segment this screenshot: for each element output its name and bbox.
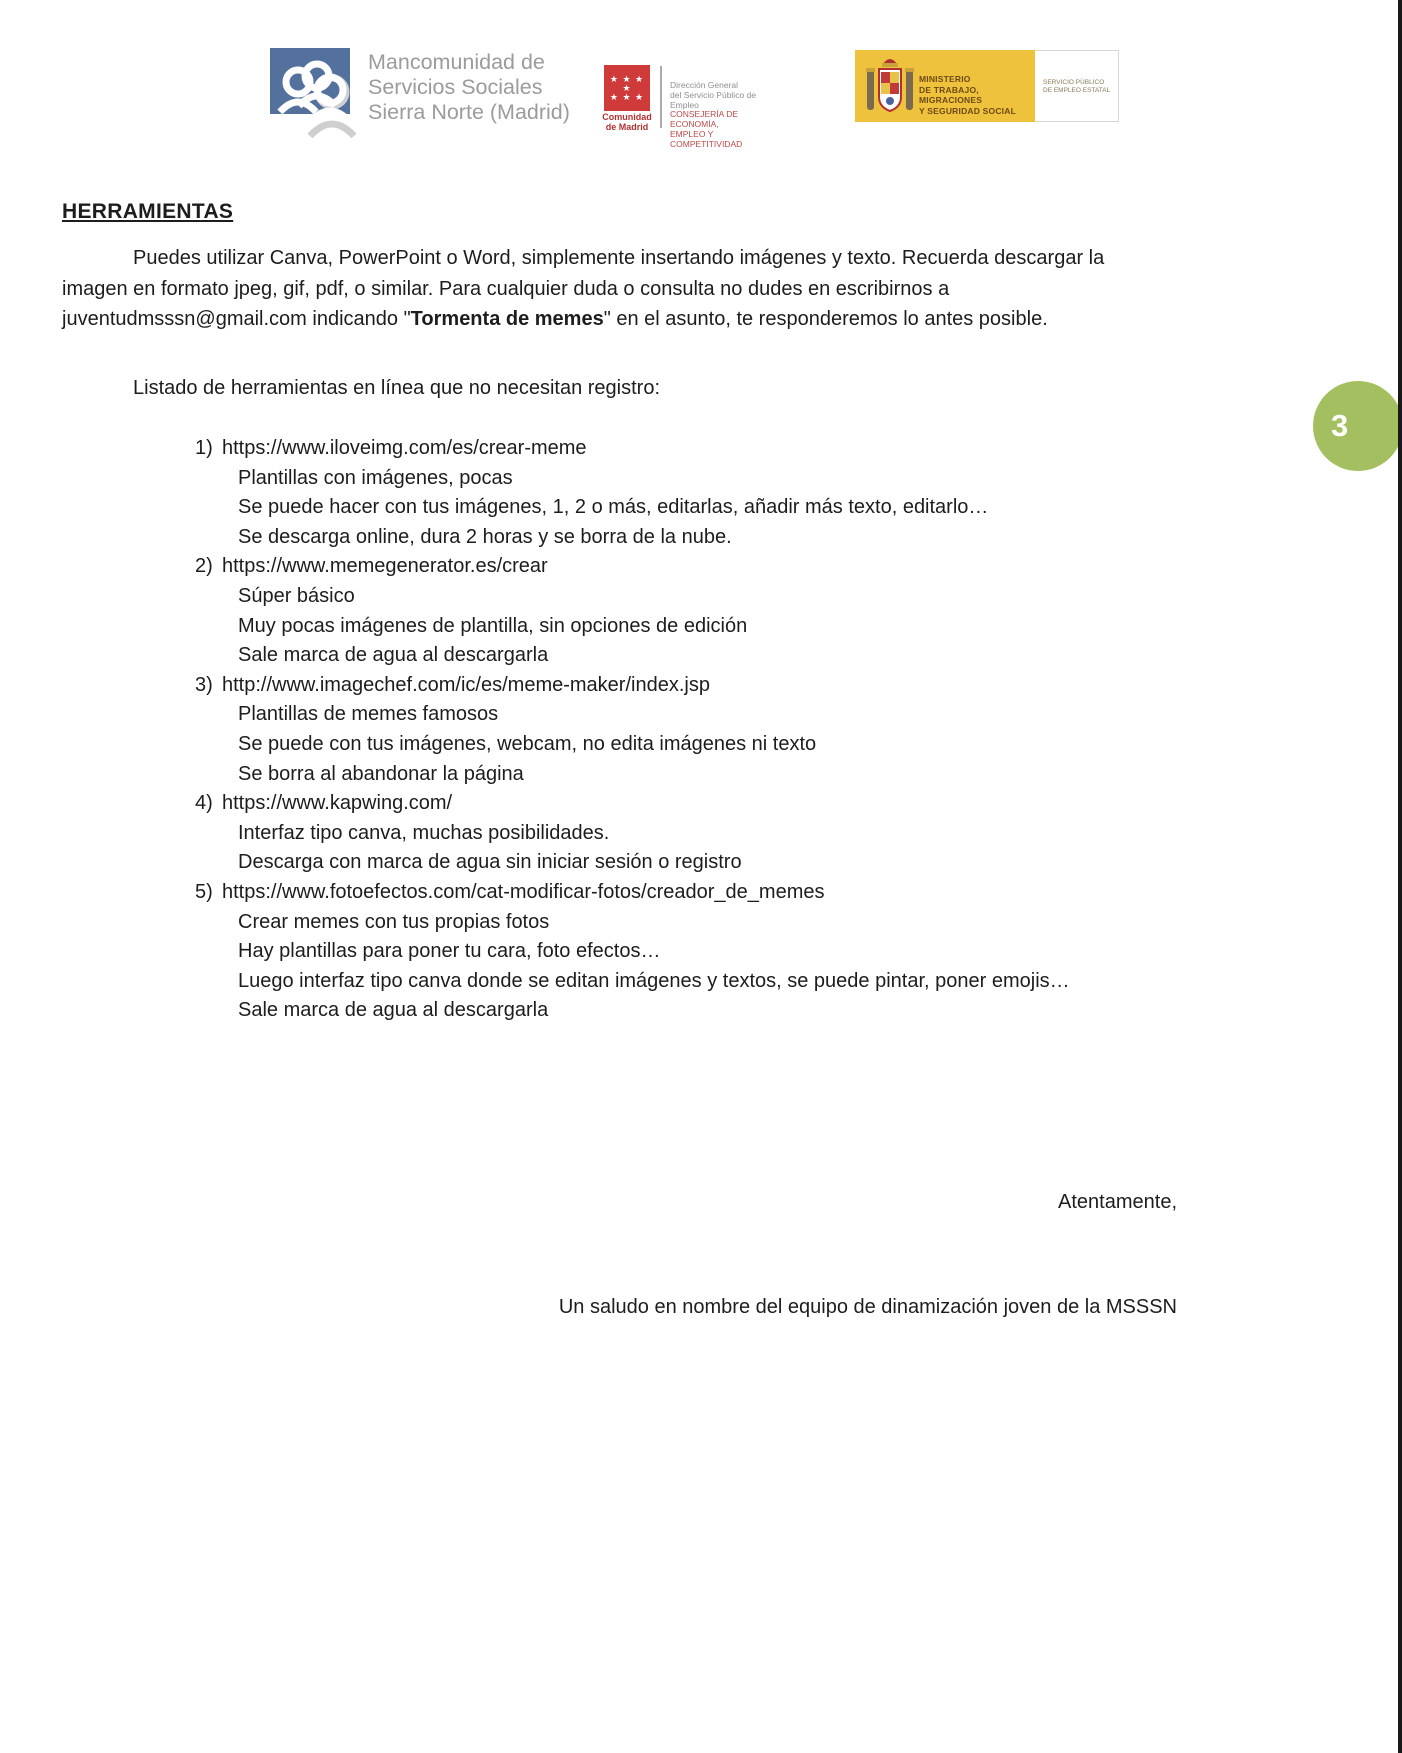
intro-text-part2: " en el asunto, te responderemos lo antes posible.	[603, 308, 1048, 330]
mancomunidad-name-line2: Servicios Sociales	[368, 75, 543, 99]
tool-item	[195, 434, 1195, 464]
madrid-flag-icon	[604, 65, 650, 111]
intro-paragraph	[62, 243, 1170, 335]
page-right-border	[1398, 0, 1402, 1753]
tool-note: Muy pocas imágenes de plantilla, sin opciones de edición	[238, 614, 748, 637]
ministerio-logo	[855, 50, 1119, 122]
page-title: HERRAMIENTAS	[62, 200, 234, 223]
ministerio-line1: MINISTERIO	[919, 74, 971, 84]
tool-number: 4)	[195, 792, 213, 815]
madrid-dept-line4: EMPLEO Y COMPETITIVIDAD	[670, 128, 743, 149]
signature-line: Un saludo en nombre del equipo de dinamización joven de la MSSSN	[558, 1296, 1177, 1318]
tool-note: Descarga con marca de agua sin iniciar sesión o registro	[238, 851, 742, 874]
tool-number: 3)	[195, 673, 213, 696]
tool-note: Sale marca de agua al descargarla	[238, 999, 549, 1022]
tool-note: Se borra al abandonar la página	[238, 762, 524, 785]
page-number: 3	[1331, 408, 1349, 443]
tool-url: https://www.iloveimg.com/es/crear-meme	[222, 437, 587, 459]
mancomunidad-name-line3: Sierra Norte (Madrid)	[368, 100, 570, 124]
sepe-line2: DE EMPLEO ESTATAL	[1043, 87, 1111, 94]
tool-number: 5)	[195, 880, 213, 903]
sepe-panel	[1035, 50, 1119, 122]
logo-divider	[660, 66, 662, 128]
intro-text-part1: Puedes utilizar Canva, PowerPoint o Word, simplemente insertando imágenes y texto. Recuerda descargar la imagen en formato jpeg, gif, pdf, o similar. Para cualquier duda o consulta no dudes en escribirnos a juventudmsssn@gmail.com indicando "	[62, 247, 1105, 330]
tool-note: Crear memes con tus propias fotos	[238, 910, 550, 933]
tool-item	[195, 789, 1195, 819]
tool-note: Súper básico	[238, 584, 355, 607]
tool-note: Hay plantillas para poner tu cara, foto efectos…	[238, 940, 661, 963]
ministerio-yellow-panel	[855, 50, 1035, 122]
mancomunidad-logo	[248, 40, 578, 135]
madrid-dept-line3: CONSEJERÍA DE ECONOMÍA,	[670, 109, 739, 130]
tool-number: 2)	[195, 555, 213, 578]
tool-note: Se puede con tus imágenes, webcam, no edita imágenes ni texto	[238, 732, 817, 755]
tool-note: Luego interfaz tipo canva donde se editan imágenes y textos, se puede pintar, poner emojis…	[238, 969, 1070, 992]
tool-url: https://www.memegenerator.es/crear	[222, 555, 548, 578]
tool-item	[195, 671, 1195, 701]
spain-coat-of-arms-icon	[865, 54, 915, 118]
tools-list	[195, 434, 1195, 1026]
tool-note: Se descarga online, dura 2 horas y se borra de la nube.	[238, 525, 732, 548]
tool-note: Sale marca de agua al descargarla	[238, 644, 549, 667]
closing-line: Atentamente,	[1058, 1191, 1177, 1213]
tool-number: 1)	[195, 437, 213, 459]
ministerio-line3: Y SEGURIDAD SOCIAL	[919, 105, 1016, 116]
tool-item	[195, 878, 1195, 908]
tool-url: http://www.imagechef.com/ic/es/meme-maker/index.jsp	[222, 673, 710, 696]
people-icon	[270, 48, 380, 140]
madrid-stars-row1: ★ ★ ★ ★	[609, 73, 645, 93]
madrid-brand-line2: de Madrid	[605, 121, 649, 132]
tool-note: Se puede hacer con tus imágenes, 1, 2 o más, editarlas, añadir más texto, editarlo…	[238, 496, 989, 519]
madrid-stars-row2: ★ ★ ★	[609, 91, 645, 102]
tool-note: Interfaz tipo canva, muchas posibilidades.	[238, 821, 610, 844]
mancomunidad-name-line1: Mancomunidad de	[368, 50, 545, 74]
tool-note: Plantillas con imágenes, pocas	[238, 466, 513, 489]
tool-item	[195, 552, 1195, 582]
madrid-dept-line2: del Servicio Público de Empleo	[670, 89, 756, 110]
madrid-dept-line1: Dirección General	[670, 80, 739, 90]
page-number-badge	[1313, 381, 1402, 471]
tool-note: Plantillas de memes famosos	[238, 703, 499, 726]
sepe-line1: SERVICIO PÚBLICO	[1043, 79, 1105, 86]
list-intro: Listado de herramientas en línea que no necesitan registro:	[133, 377, 661, 399]
tool-url: https://www.fotoefectos.com/cat-modificar-fotos/creador_de_memes	[222, 880, 825, 903]
ministerio-line2: DE TRABAJO, MIGRACIONES	[919, 84, 983, 105]
tool-url: https://www.kapwing.com/	[222, 792, 453, 815]
intro-text-bold: Tormenta de memes	[410, 308, 604, 330]
comunidad-madrid-logo	[596, 60, 781, 149]
madrid-brand-line1: Comunidad	[602, 112, 652, 122]
